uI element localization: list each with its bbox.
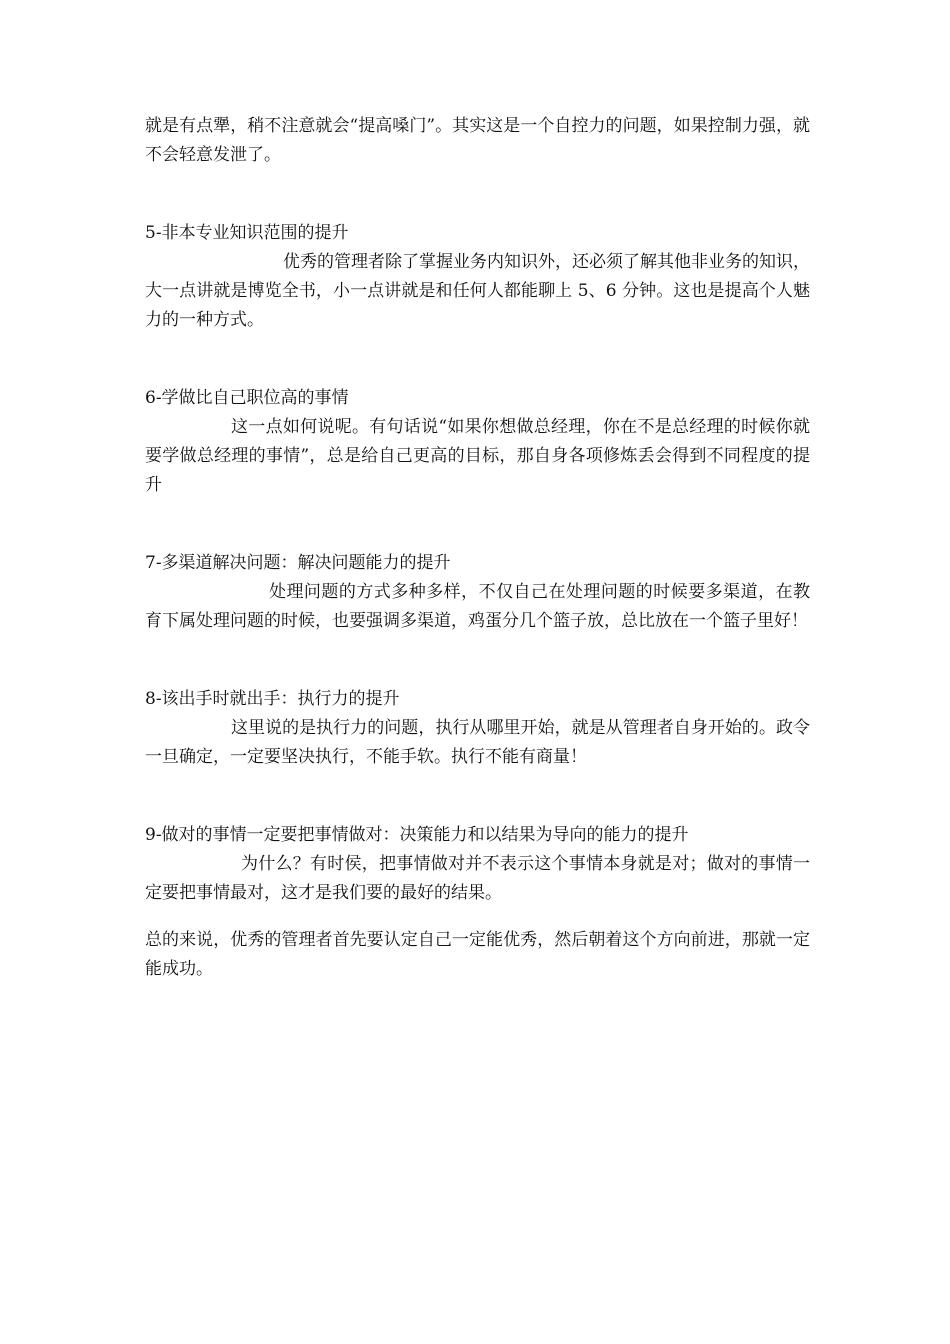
section-body: 这一点如何说呢。有句话说“如果你想做总经理，你在不是总经理的时候你就要学做总经理的事情”，总是给自己更高的目标，那自身各项修炼丢会得到不同程度的提升: [145, 417, 810, 495]
continuation-paragraph: 就是有点犟，稍不注意就会“提高嗓门”。其实这是一个自控力的问题，如果控制力强，就不会轻意发泄了。: [145, 116, 810, 165]
section-6: [145, 384, 810, 500]
section-8: [145, 685, 810, 772]
summary-paragraph: 总的来说，优秀的管理者首先要认定自己一定能优秀，然后朝着这个方向前进，那就一定能成功。: [145, 930, 810, 979]
section-heading: 8-该出手时就出手：执行力的提升: [145, 689, 400, 709]
section-heading: 9-做对的事情一定要把事情做对：决策能力和以结果为导向的能力的提升: [145, 825, 689, 845]
section-body: 为什么？有时侯，把事情做对并不表示这个事情本身就是对；做对的事情一定要把事情最对，这才是我们要的最好的结果。: [145, 854, 810, 903]
section-heading: 7-多渠道解决问题：解决问题能力的提升: [145, 553, 451, 573]
section-body: 处理问题的方式多种多样，不仅自己在处理问题的时候要多渠道，在教育下属处理问题的时候，也要强调多渠道，鸡蛋分几个篮子放，总比放在一个篮子里好！: [145, 582, 810, 631]
document-content: [145, 112, 810, 984]
section-heading: 6-学做比自己职位高的事情: [145, 388, 349, 408]
section-body: 优秀的管理者除了掌握业务内知识外，还必须了解其他非业务的知识，大一点讲就是博览全书，小一点讲就是和任何人都能聊上 5、6 分钟。这也是提高个人魅力的一种方式。: [145, 252, 810, 330]
section-7: [145, 549, 810, 636]
section-heading: 5-非本专业知识范围的提升: [145, 223, 349, 243]
section-5: [145, 219, 810, 335]
section-body: 这里说的是执行力的问题，执行从哪里开始，就是从管理者自身开始的。政令一旦确定，一定要坚决执行，不能手软。执行不能有商量！: [145, 718, 810, 767]
section-9: [145, 821, 810, 908]
